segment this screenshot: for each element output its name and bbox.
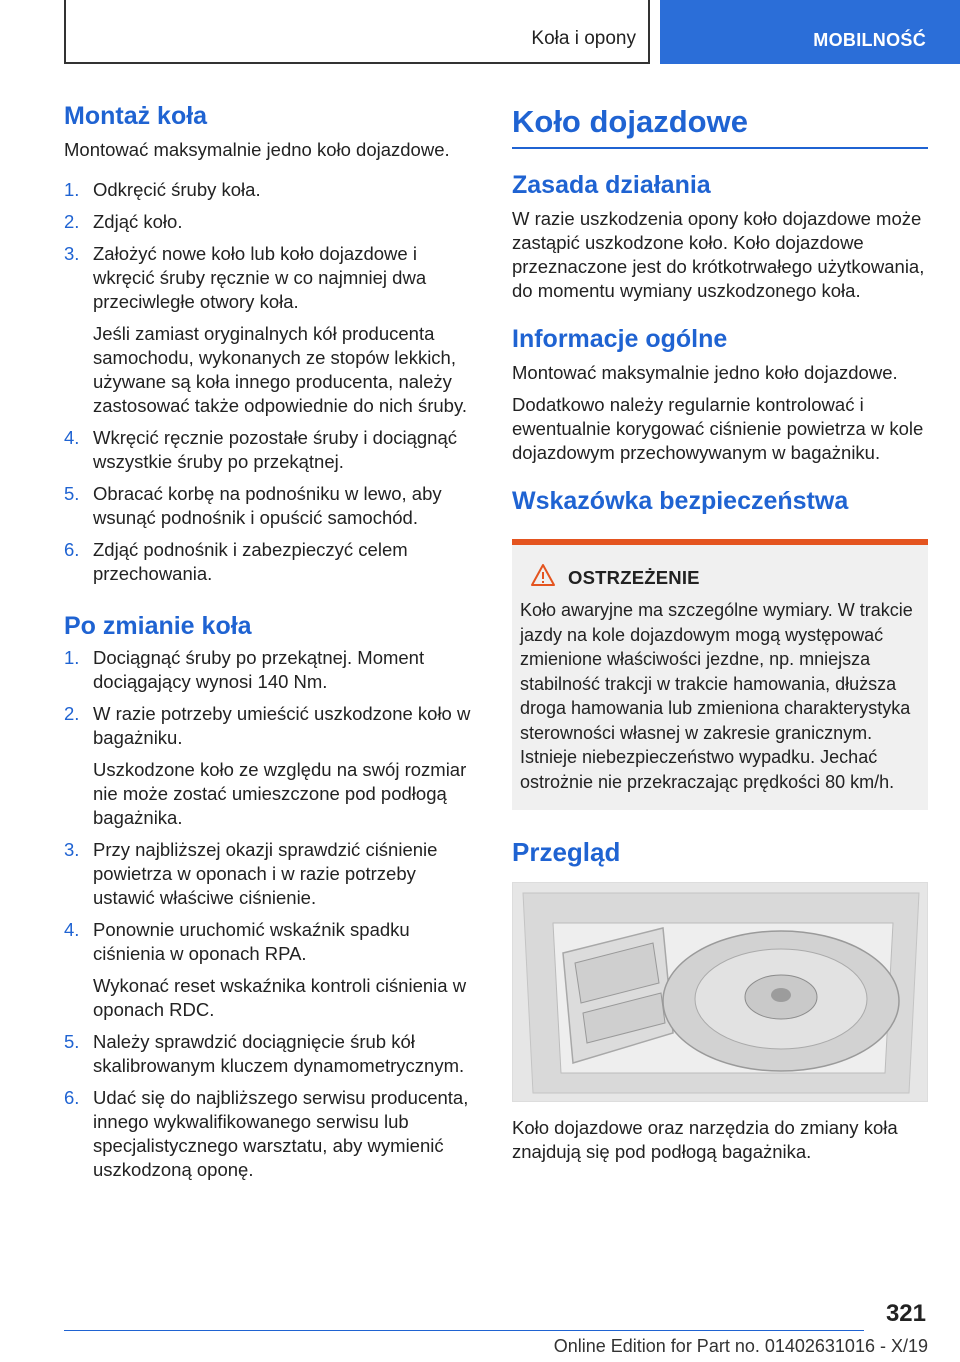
step-item bbox=[64, 538, 480, 586]
step-number: 3. bbox=[64, 243, 80, 264]
section-title: Koła i opony bbox=[531, 28, 636, 49]
step-number: 3. bbox=[64, 839, 80, 860]
overview-title: Przegląd bbox=[512, 837, 621, 867]
title-divider bbox=[512, 147, 928, 149]
step-text: Obracać korbę na podnośniku w lewo, aby wsunąć podnośnik i opuścić samochód. bbox=[93, 483, 442, 528]
step-item bbox=[64, 918, 480, 1022]
step-item bbox=[64, 178, 480, 202]
step-number: 2. bbox=[64, 703, 80, 724]
step-number: 6. bbox=[64, 1087, 80, 1108]
step-item bbox=[64, 646, 480, 694]
step-text: Zdjąć podnośnik i zabezpieczyć celem przechowania. bbox=[93, 539, 408, 584]
safety-title: Wskazówka bezpieczeństwa bbox=[512, 487, 849, 515]
step-text: Ponownie uruchomić wskaźnik spadku ciśnienia w oponach RPA. bbox=[93, 919, 410, 964]
mount-title: Montaż koła bbox=[64, 102, 208, 130]
footer-divider bbox=[64, 1330, 864, 1331]
right-column bbox=[512, 100, 928, 1164]
spare-wheel-title: Koło dojazdowe bbox=[512, 104, 748, 139]
step-note: Uszkodzone koło ze względu na swój rozmiar nie może zostać umieszczone pod podłogą bagażnika. bbox=[93, 759, 467, 828]
step-note: Wykonać reset wskaźnika kontroli ciśnienia w oponach RDC. bbox=[93, 975, 467, 1020]
step-number: 4. bbox=[64, 919, 80, 940]
step-item bbox=[64, 210, 480, 234]
step-item bbox=[64, 1030, 480, 1078]
trunk-spare-wheel-image bbox=[512, 882, 928, 1102]
warning-header bbox=[520, 563, 920, 592]
step-text: Udać się do najbliższego serwisu producenta, innego wykwalifikowanego serwisu lub specjalistycznego warsztatu, aby wymienić uszkodzoną oponę. bbox=[93, 1087, 469, 1180]
page-number: 321 bbox=[885, 1300, 926, 1327]
step-number: 5. bbox=[64, 483, 80, 504]
warning-label: OSTRZEŻENIE bbox=[568, 566, 700, 588]
step-text: W razie potrzeby umieścić uszkodzone koło w bagażniku. bbox=[93, 703, 471, 748]
step-item bbox=[64, 482, 480, 530]
step-number: 6. bbox=[64, 539, 80, 560]
principle-title: Zasada działania bbox=[512, 171, 711, 199]
step-item bbox=[64, 426, 480, 474]
step-text: Należy sprawdzić dociągnięcie śrub kół skalibrowanym kluczem dynamometrycznym. bbox=[93, 1031, 465, 1076]
edition-footer: Online Edition for Part no. 01402631016 - X/19 bbox=[553, 1336, 928, 1356]
general-info-title: Informacje ogólne bbox=[512, 325, 728, 353]
step-number: 5. bbox=[64, 1031, 80, 1052]
general-info-text-1: Montować maksymalnie jedno koło dojazdowe. bbox=[512, 362, 898, 383]
after-change-title: Po zmianie koła bbox=[64, 612, 252, 640]
step-note: Jeśli zamiast oryginalnych kół producenta samochodu, wykonanych ze stopów lekkich, używane są koła innego producenta, należy zastosować także odpowiednie do nich śruby. bbox=[93, 323, 467, 416]
step-item bbox=[64, 242, 480, 418]
step-text: Zdjąć koło. bbox=[93, 211, 183, 232]
step-item bbox=[64, 702, 480, 830]
step-text: Odkręcić śruby koła. bbox=[93, 179, 261, 200]
step-text: Dociągnąć śruby po przekątnej. Moment dociągający wynosi 140 Nm. bbox=[93, 647, 425, 692]
step-item bbox=[64, 838, 480, 910]
step-text: Przy najbliższej okazji sprawdzić ciśnienie powietrza w oponach i w razie potrzeby ustawić właściwe ciśnienie. bbox=[93, 839, 438, 908]
chapter-tab[interactable]: MOBILNOŚĆ bbox=[660, 0, 960, 64]
step-number: 1. bbox=[64, 647, 80, 668]
warning-triangle-icon bbox=[530, 563, 556, 592]
step-item bbox=[64, 1086, 480, 1182]
principle-text: W razie uszkodzenia opony koło dojazdowe może zastąpić uszkodzone koło. Koło dojazdowe przeznaczone jest do krótkotrwałego użytkowania, do momentu wymiany uszkodzonego koła. bbox=[512, 208, 925, 301]
step-number: 4. bbox=[64, 427, 80, 448]
step-text: Założyć nowe koło lub koło dojazdowe i wkręcić śruby ręcznie w co najmniej dwa przeciwległe otwory koła. bbox=[93, 243, 427, 312]
warning-text: Koło awaryjne ma szczególne wymiary. W trakcie jazdy na kole dojazdowym mogą występować zmienione właściwości jezdne, np. mniejsza stabilność trakcji w trakcie hamowania, dłuższa droga hamowania lub zmieniona charakterystyka sterowności własnej w zakresie granicznym. Istnieje niebezpieczeństwo wypadku. Jechać ostrożnie nie przekraczając prędkości 80 km/h. bbox=[520, 600, 913, 792]
after-change-steps-list bbox=[64, 646, 480, 1182]
left-column bbox=[64, 100, 480, 1190]
mount-intro: Montować maksymalnie jedno koło dojazdowe. bbox=[64, 139, 450, 160]
mount-steps-list bbox=[64, 178, 480, 586]
step-number: 1. bbox=[64, 179, 80, 200]
general-info-text-2: Dodatkowo należy regularnie kontrolować i ewentualnie korygować ciśnienie powietrza w kole dojazdowym przechowywanym w bagażniku. bbox=[512, 394, 924, 463]
step-text: Wkręcić ręcznie pozostałe śruby i dociągnąć wszystkie śruby po przekątnej. bbox=[93, 427, 457, 472]
photo-caption: Koło dojazdowe oraz narzędzia do zmiany koła znajdują się pod podłogą bagażnika. bbox=[512, 1117, 898, 1162]
warning-box bbox=[512, 539, 928, 810]
step-number: 2. bbox=[64, 211, 80, 232]
